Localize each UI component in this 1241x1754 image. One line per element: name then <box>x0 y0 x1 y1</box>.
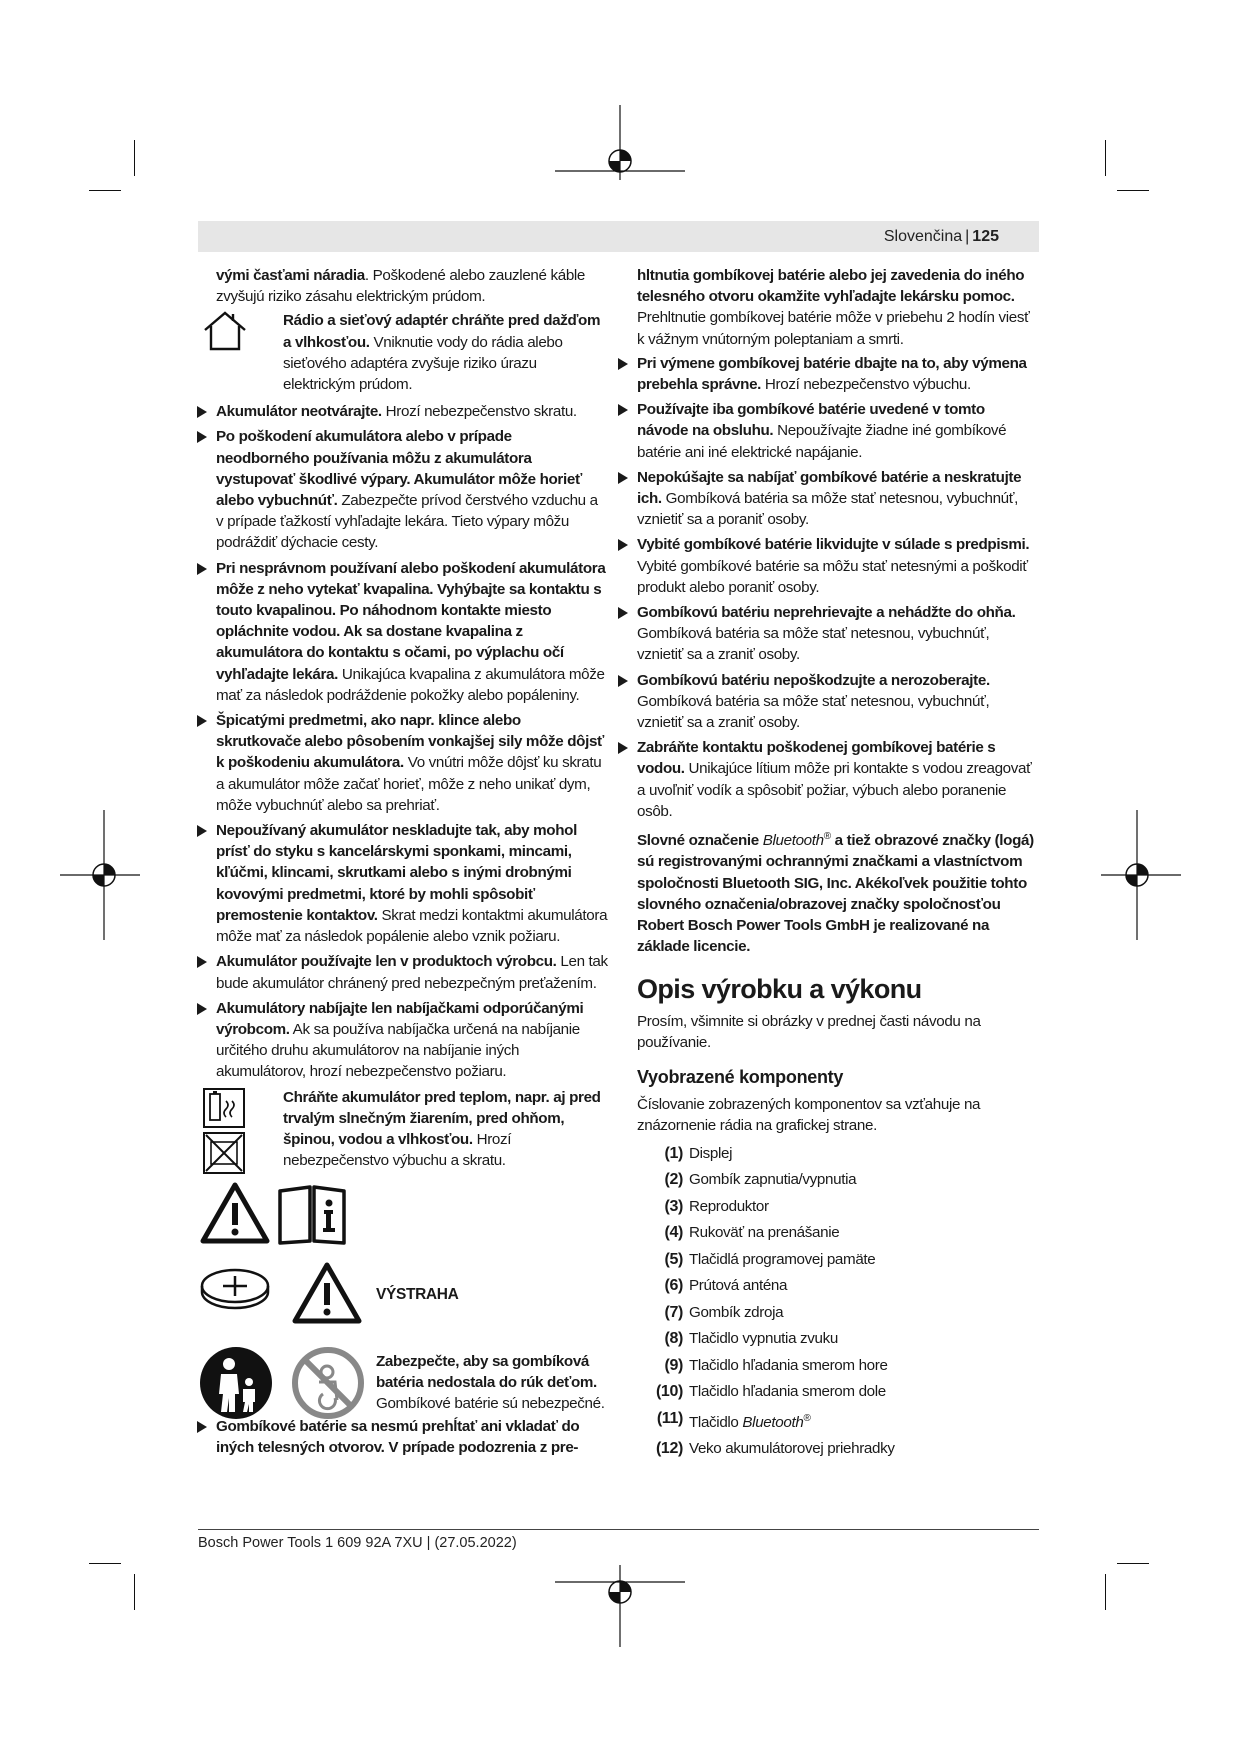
warning-triangle-icon <box>291 1261 363 1325</box>
component-label: Rukoväť na prenášanie <box>689 1224 840 1242</box>
bullet-text: Ak sa používa nabíjačka určená na nabíjanie určitého druhu akumulátorov na nabíjanie iných akumulátorov, hrozí nebezpečenstvo požiaru. <box>216 1020 580 1081</box>
component-item <box>637 1143 1039 1164</box>
bullet-text: Unikajúce lítium môže pri kontakte s vodou zreagovať a uvoľniť vodík a spôsobiť požiar, výbuch alebo poranenie osôb. <box>637 760 1032 820</box>
bullet-item <box>637 467 1039 531</box>
bullet-bold: Nepokúšajte sa nabíjať gombíkové batérie a neskratujte ich. <box>637 468 1022 508</box>
component-number: (5) <box>664 1250 683 1268</box>
subsection-intro: Číslovanie zobrazených komponentov sa vzťahuje na znázornenie rádia na grafickej strane. <box>637 1096 981 1135</box>
bullet-bold: Nepoužívaný akumulátor neskladujte tak, aby mohol prísť do styku s kancelárskymi sponkami, mincami, kľúčmi, klincami, skrutkami alebo s inými drobnými kovovými predmetmi, ktoré by mohli spôsobiť premostenie kontaktov. <box>216 822 577 924</box>
bullet-item <box>637 353 1039 395</box>
component-label: Gombík zdroja <box>689 1303 784 1321</box>
bullet-item <box>216 558 608 706</box>
registration-mark-right-icon <box>1101 810 1181 940</box>
bullet-bold: Gombíkové batérie sa nesmú prehĺtať ani vkladať do iných telesných otvorov. V prípade podozrenia z pre- <box>216 1417 580 1456</box>
warning-label: VÝSTRAHA <box>376 1285 459 1303</box>
bullet-text: Skrat medzi kontaktmi akumulátora môže mať za následok popálenie alebo vznik požiaru. <box>216 906 608 946</box>
bullet-item <box>216 710 608 816</box>
bullet-text: Gombíková batéria sa môže stať netesnou, vybuchnúť, vznietiť sa a zraniť osoby. <box>637 625 990 664</box>
registered-mark: ® <box>823 831 831 843</box>
component-label: Tlačidlo hľadania smerom dole <box>689 1383 886 1401</box>
child-warning-bold: Zabezpečte, aby sa gombíková batéria nedostala do rúk deťom. <box>376 1352 597 1391</box>
bullet-item <box>216 1416 608 1458</box>
heat-warning-text: Hrozí nebezpečenstvo výbuchu a skratu. <box>283 1130 512 1170</box>
bullet-text: Zabezpečte prívod čerstvého vzduchu a v prípade ťažkostí vyhľadajte lekára. Tieto výpary môžu podráždiť dýchacie cesty. <box>216 492 598 552</box>
bullet-text: Gombíková batéria sa môže stať netesnou, vybuchnúť, vznietiť sa a zraniť osoby. <box>637 692 990 732</box>
registered-mark: ® <box>803 1412 811 1424</box>
bullet-bold: Pri nesprávnom používaní alebo poškodení akumulátora môže z neho vytekať kvapalina. Vyhýbajte sa kontaktu s touto kvapalinou. Po náhodnom kontakte miesto opláchnite vodou. Ak sa dostane kvapalina z akumulátora do kontaktu s očami, po výplachu očí vyhľadajte lekára. <box>216 559 606 683</box>
child-warning-block <box>376 1351 608 1415</box>
paragraph-bold: vými časťami náradia <box>216 267 365 284</box>
continued-paragraph <box>637 265 1039 350</box>
coin-battery-warning-area <box>216 1181 608 1416</box>
component-list <box>637 1143 1039 1460</box>
component-item <box>637 1169 1039 1190</box>
continued-paragraph <box>216 265 608 307</box>
bullet-item <box>216 951 608 993</box>
component-number: (12) <box>655 1440 683 1458</box>
component-item <box>637 1249 1039 1270</box>
component-number: (9) <box>664 1356 683 1374</box>
bluetooth-trademark-notice <box>637 826 1039 957</box>
component-label: Reproduktor <box>689 1197 769 1215</box>
heat-warning-bold: Chráňte akumulátor pred teplom, napr. aj pred trvalým slnečným žiarením, pred ohňom, špinou, vodou a vlhkosťou. <box>283 1088 601 1148</box>
component-number: (11) <box>656 1409 683 1427</box>
bullet-bold: Gombíkovú batériu nepoškodzujte a nerozoberajte. <box>637 671 990 689</box>
bullet-text: Gombíková batéria sa môže stať netesnou, vybuchnúť, vznietiť sa a poraniť osoby. <box>637 490 1018 529</box>
keep-away-from-children-icon <box>199 1346 273 1420</box>
right-column <box>637 265 1039 1465</box>
component-label: Tlačidlo <box>689 1413 743 1431</box>
read-manual-icon <box>276 1183 348 1245</box>
child-warning-text: Gombíkové batérie sú nebezpečné. <box>376 1394 605 1412</box>
bullet-item <box>216 820 608 947</box>
bullet-item <box>216 998 608 1083</box>
component-number: (3) <box>664 1197 683 1215</box>
bullet-item <box>637 670 1039 734</box>
left-column <box>216 265 608 1462</box>
component-item <box>637 1275 1039 1296</box>
crop-mark-top-left-v <box>134 140 135 176</box>
section-intro: Prosím, všimnite si obrázky v prednej časti návodu na používanie. <box>637 1012 981 1051</box>
crop-mark-top-right-h <box>1117 190 1149 191</box>
bullet-bold: Po poškodení akumulátora alebo v prípade neodborného používania môžu z akumulátora vystupovať škodlivé výpary. Akumulátor môže horieť alebo vybuchnúť. <box>216 428 582 510</box>
bullet-text: Vybité gombíkové batérie sa môžu stať netesnými a poškodiť produkt alebo poraniť osoby. <box>637 557 1028 596</box>
component-number: (1) <box>664 1144 683 1162</box>
header-language: Slovenčina <box>883 228 963 245</box>
component-label: Tlačidlo hľadania smerom hore <box>689 1356 888 1374</box>
crop-mark-bottom-left-v <box>134 1574 135 1610</box>
bullet-bold: Akumulátory nabíjajte len nabíjačkami odporúčanými výrobcom. <box>216 999 584 1038</box>
bullet-text: Hrozí nebezpečenstvo výbuchu. <box>761 376 971 394</box>
bullet-bold: Používajte iba gombíkové batérie uvedené v tomto návode na obsluhu. <box>637 401 985 440</box>
coin-battery-icon <box>199 1266 271 1310</box>
bullet-item <box>216 426 608 553</box>
registration-mark-left-icon <box>60 810 140 940</box>
paragraph-text: . Poškodené alebo zauzlené káble zvyšujú riziko zásahu elektrickým prúdom. <box>216 267 586 306</box>
component-label: Veko akumulátorovej priehradky <box>689 1440 895 1458</box>
component-label-italic: Bluetooth <box>742 1413 804 1431</box>
trademark-text: Slovné označenie <box>637 832 763 850</box>
component-item <box>637 1328 1039 1349</box>
crop-mark-top-left-h <box>89 190 121 191</box>
bullet-item <box>637 602 1039 666</box>
crop-mark-top-right-v <box>1105 140 1106 176</box>
component-number: (2) <box>664 1171 683 1189</box>
bullet-text: Hrozí nebezpečenstvo skratu. <box>381 403 577 421</box>
page-header-label <box>884 228 999 246</box>
component-item <box>637 1381 1039 1402</box>
bullet-item <box>637 737 1039 822</box>
subsection-title: Vyobrazené komponenty <box>637 1066 844 1087</box>
component-item <box>637 1355 1039 1376</box>
component-number: (7) <box>664 1303 683 1321</box>
trademark-italic: Bluetooth <box>762 832 824 850</box>
bullet-item <box>637 534 1039 598</box>
crop-mark-bottom-right-h <box>1117 1563 1149 1564</box>
component-item <box>637 1196 1039 1217</box>
bullet-bold: Akumulátor používajte len v produktoch výrobcu. <box>216 953 557 971</box>
rain-warning-bold: Rádio a sieťový adaptér chráňte pred dažďom a vlhkosťou. <box>283 312 601 351</box>
crop-mark-bottom-left-h <box>89 1563 121 1564</box>
component-number: (10) <box>655 1383 683 1401</box>
crop-mark-bottom-right-v <box>1105 1574 1106 1610</box>
component-label: Gombík zapnutia/vypnutia <box>689 1171 857 1189</box>
header-separator: | <box>965 228 970 245</box>
bullet-bold: Vybité gombíkové batérie likvidujte v súlade s predpismi. <box>637 536 1030 554</box>
bullet-text: Vo vnútri môže dôjsť ku skratu a akumulátor môže začať horieť, môže z neho unikať dym, môže vybuchnúť alebo sa prehriať. <box>216 754 602 814</box>
bullet-bold: Špicatými predmetmi, ako napr. klince alebo skrutkovače alebo pôsobením vonkajšej sily môže dôjsť k poškodeniu akumulátora. <box>216 712 604 772</box>
bullet-item <box>637 399 1039 463</box>
bullet-text: Nepoužívajte žiadne iné gombíkové batérie ani iné elektrické napájanie. <box>637 422 1007 461</box>
bullet-bold: Pri výmene gombíkovej batérie dbajte na to, aby výmena prebehla správne. <box>637 354 1027 394</box>
trademark-text: a tiež obrazové značky (logá) sú registrovanými ochrannými značkami a vlastníctvom spoločnosti Bluetooth SIG, Inc. Akékoľvek použitie tohto slovného označenia/obrazovej značky spoločnosťou Robert Bosch Power Tools GmbH je realizované na základe licencie. <box>637 832 1034 956</box>
rain-warning-block <box>216 310 608 395</box>
component-item <box>637 1222 1039 1243</box>
bullet-text: Unikajúca kvapalina z akumulátora môže mať za následok podráždenie pokožky alebo popáleniny. <box>216 665 605 704</box>
section-title: Opis výrobku a výkonu <box>637 974 922 1005</box>
page-number: 125 <box>972 228 999 245</box>
component-label: Displej <box>689 1144 733 1162</box>
bullet-item <box>216 401 608 422</box>
component-item <box>637 1302 1039 1323</box>
component-number: (8) <box>664 1330 683 1348</box>
no-swallow-icon <box>291 1346 365 1420</box>
bullet-bold: Akumulátor neotvárajte. <box>216 403 382 421</box>
component-label: Tlačidlo vypnutia zvuku <box>689 1330 838 1348</box>
page-header <box>198 221 1039 252</box>
component-number: (6) <box>664 1277 683 1295</box>
bullet-bold: Zabráňte kontaktu poškodenej gombíkovej batérie s vodou. <box>637 739 996 778</box>
house-icon <box>202 310 248 352</box>
warning-triangle-icon <box>199 1181 271 1245</box>
page-footer: Bosch Power Tools 1 609 92A 7XU | (27.05.2022) <box>198 1535 517 1551</box>
paragraph-text: Prehltnutie gombíkovej batérie môže v priebehu 2 hodín viesť k vážnym vnútorným poleptaniam a smrti. <box>637 309 1030 348</box>
component-item <box>637 1438 1039 1459</box>
component-number: (4) <box>664 1224 683 1242</box>
heat-warning-block <box>216 1087 608 1175</box>
registration-mark-bottom-icon <box>555 1565 685 1655</box>
bullet-bold: Gombíkovú batériu neprehrievajte a nehádžte do ohňa. <box>637 604 1016 622</box>
component-label: Prútová anténa <box>689 1277 788 1295</box>
paragraph-bold: hltnutia gombíkovej batérie alebo jej zavedenia do iného telesného otvoru okamžite vyhľadajte lekársku pomoc. <box>637 267 1025 306</box>
registration-mark-top-icon <box>555 105 685 215</box>
component-item <box>637 1408 1039 1433</box>
rain-warning-text: Vniknutie vody do rádia alebo sieťového adaptéra zvyšuje riziko úrazu elektrickým prúdom. <box>283 333 563 394</box>
bullet-text: Len tak bude akumulátor chránený pred nebezpečným preťažením. <box>216 953 608 992</box>
component-label: Tlačidlá programovej pamäte <box>689 1250 876 1268</box>
footer-divider <box>198 1529 1039 1530</box>
battery-heat-icon <box>202 1087 246 1175</box>
